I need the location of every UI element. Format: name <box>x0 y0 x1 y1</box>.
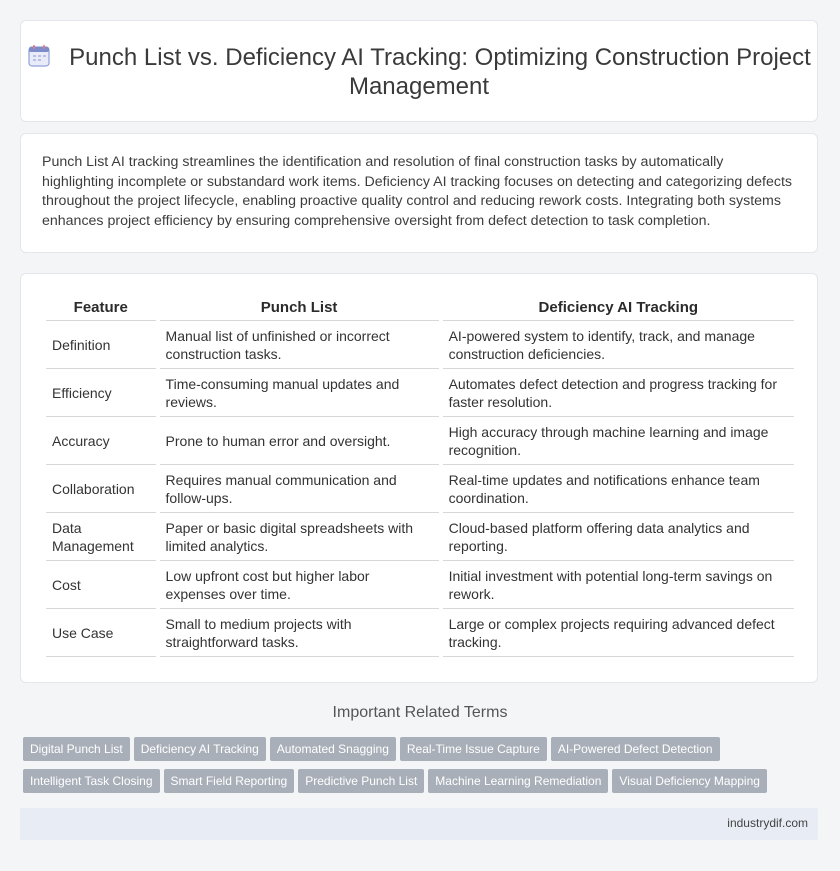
feature-cell: Use Case <box>46 609 156 657</box>
deficiency-ai-cell: AI-powered system to identify, track, and manage construction deficiencies. <box>443 321 794 369</box>
table-row <box>46 609 794 657</box>
related-term-tag[interactable]: Deficiency AI Tracking <box>134 737 266 761</box>
related-term-tag[interactable]: Visual Deficiency Mapping <box>612 769 767 793</box>
table-row <box>46 561 794 609</box>
related-terms-tags <box>23 737 823 801</box>
punch-list-cell: Requires manual communication and follow-ups. <box>160 465 439 513</box>
deficiency-ai-cell: Cloud-based platform offering data analytics and reporting. <box>443 513 794 561</box>
table-row <box>46 417 794 465</box>
related-term-tag[interactable]: Automated Snagging <box>270 737 396 761</box>
page-title-wrap <box>21 43 817 101</box>
related-term-tag[interactable]: Intelligent Task Closing <box>23 769 160 793</box>
page-title: Punch List vs. Deficiency AI Tracking: Optimizing Construction Project Management <box>69 44 811 100</box>
related-terms-title: Important Related Terms <box>332 704 508 721</box>
related-term-tag[interactable]: Predictive Punch List <box>298 769 424 793</box>
calendar-icon <box>27 44 51 68</box>
intro-card <box>20 133 818 253</box>
related-term-tag[interactable]: Machine Learning Remediation <box>428 769 608 793</box>
deficiency-ai-cell: High accuracy through machine learning and image recognition. <box>443 417 794 465</box>
punch-list-cell: Time-consuming manual updates and reviews. <box>160 369 439 417</box>
feature-cell: Collaboration <box>46 465 156 513</box>
related-term-tag[interactable]: Digital Punch List <box>23 737 130 761</box>
table-row <box>46 465 794 513</box>
feature-cell: Data Management <box>46 513 156 561</box>
table-row <box>46 321 794 369</box>
related-term-tag[interactable]: Real-Time Issue Capture <box>400 737 547 761</box>
punch-list-cell: Manual list of unfinished or incorrect construction tasks. <box>160 321 439 369</box>
table-row <box>46 513 794 561</box>
punch-list-cell: Prone to human error and oversight. <box>160 417 439 465</box>
punch-list-cell: Paper or basic digital spreadsheets with limited analytics. <box>160 513 439 561</box>
table-header-row <box>46 297 794 321</box>
punch-list-cell: Low upfront cost but higher labor expenses over time. <box>160 561 439 609</box>
deficiency-ai-cell: Initial investment with potential long-term savings on rework. <box>443 561 794 609</box>
feature-cell: Efficiency <box>46 369 156 417</box>
header-feature: Feature <box>46 297 156 321</box>
related-term-tag[interactable]: Smart Field Reporting <box>164 769 295 793</box>
related-term-tag[interactable]: AI-Powered Defect Detection <box>551 737 720 761</box>
footer-site-link[interactable]: industrydif.com <box>727 816 808 830</box>
table-row <box>46 369 794 417</box>
feature-cell: Accuracy <box>46 417 156 465</box>
header-deficiency-ai: Deficiency AI Tracking <box>443 297 794 321</box>
comparison-card <box>20 273 818 683</box>
header-punch-list: Punch List <box>160 297 439 321</box>
deficiency-ai-cell: Real-time updates and notifications enhance team coordination. <box>443 465 794 513</box>
feature-cell: Cost <box>46 561 156 609</box>
deficiency-ai-cell: Automates defect detection and progress tracking for faster resolution. <box>443 369 794 417</box>
feature-cell: Definition <box>46 321 156 369</box>
intro-paragraph: Punch List AI tracking streamlines the identification and resolution of final construction tasks by automatically highlighting incomplete or substandard work items. Deficiency AI tracking focuses on detecting and categorizing defects throughout the project lifecycle, enabling proactive quality control and reducing rework costs. Integrating both systems enhances project efficiency by ensuring comprehensive oversight from defect detection to task completion. <box>42 154 792 229</box>
comparison-table <box>42 297 798 657</box>
deficiency-ai-cell: Large or complex projects requiring advanced defect tracking. <box>443 609 794 657</box>
title-card <box>20 20 818 122</box>
punch-list-cell: Small to medium projects with straightforward tasks. <box>160 609 439 657</box>
footer-bar <box>20 808 818 840</box>
